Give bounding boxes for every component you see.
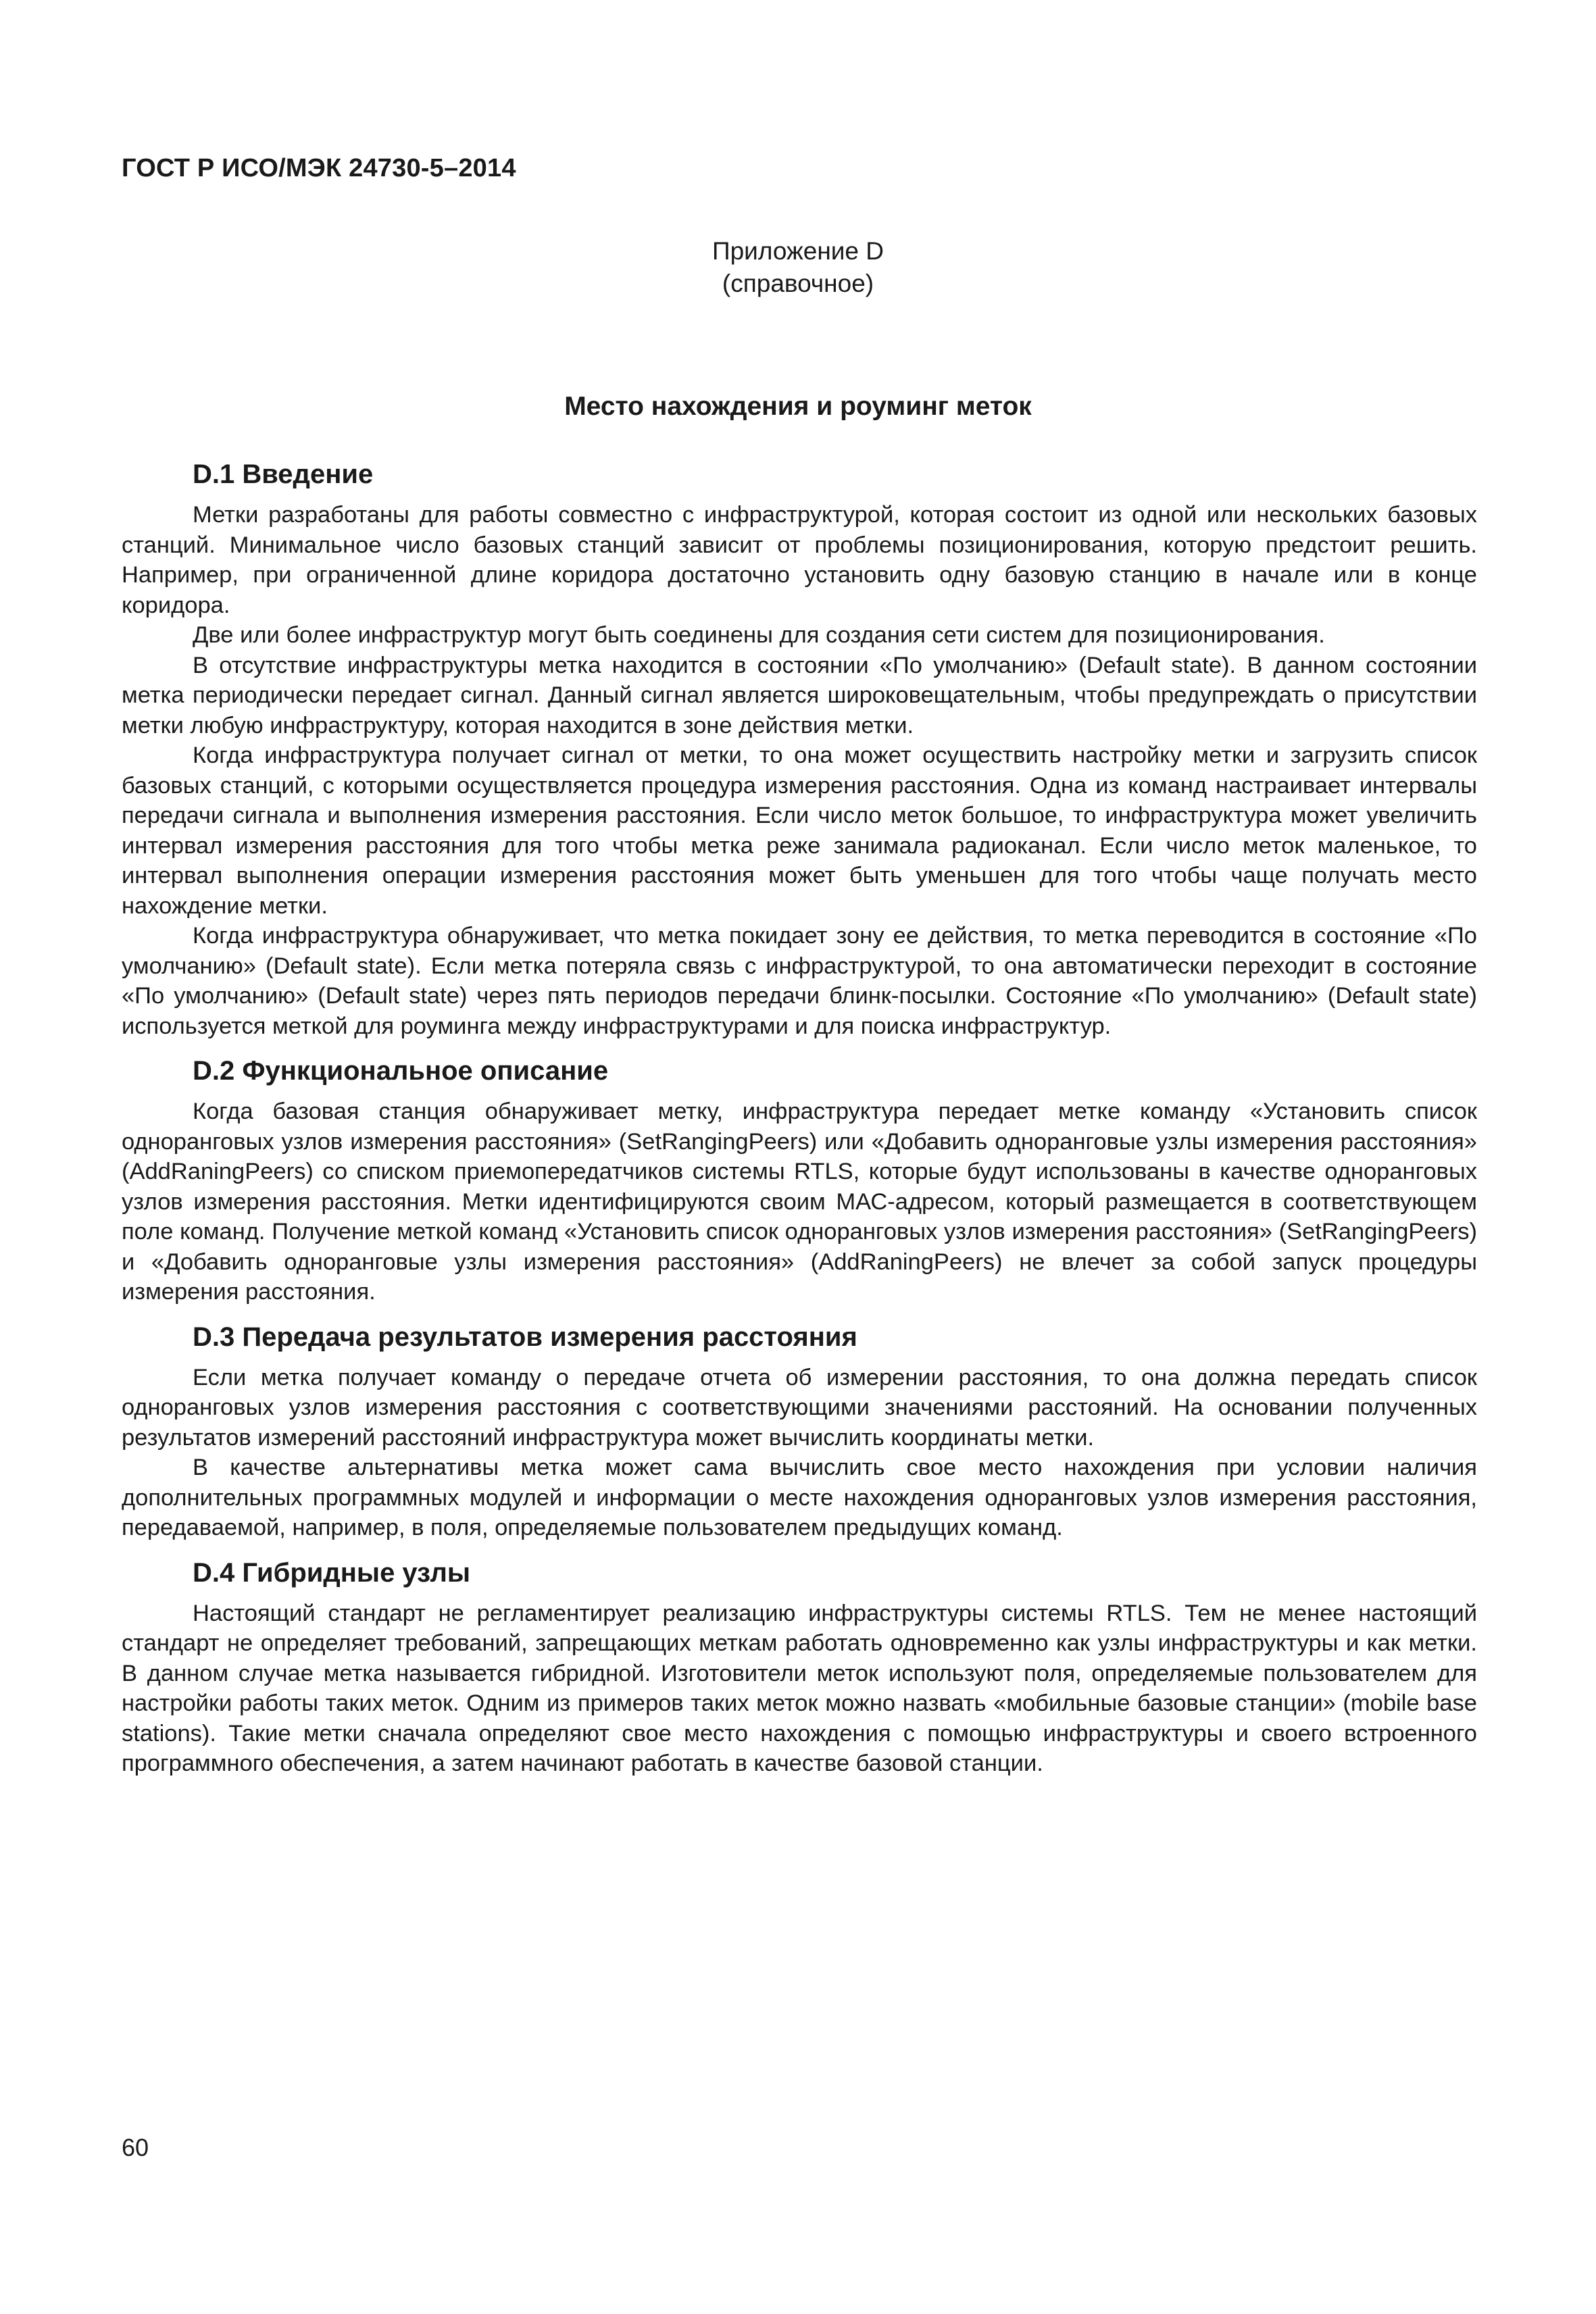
- section-d3: [122, 1317, 1477, 1543]
- section-heading: D.3 Передача результатов измерения расстояния: [193, 1322, 857, 1352]
- paragraph: Когда базовая станция обнаруживает метку, инфраструктура передает метке команду «Установить список одноранговых узлов измерения расстояния» (SetRangingPeers) или «Добавить одноранговые узлы измерения расстояния» (AddRaningPeers) со списком приемопередатчиков системы RTLS, которые будут использованы в качестве одноранговых узлов измерения расстояния. Метки идентифицируются своим МАС-адресом, который размещается в соответствующем поле команд. Получение меткой команд «Установить список одноранговых узлов измерения расстояния» (SetRangingPeers) и «Добавить одноранговые узлы измерения расстояния» (AddRaningPeers) не влечет за собой запуск процедуры измерения расстояния.: [122, 1099, 1477, 1305]
- document-header: ГОСТ Р ИСО/МЭК 24730-5–2014: [122, 154, 516, 182]
- section-d2: [122, 1051, 1477, 1307]
- section-heading: D.4 Гибридные узлы: [193, 1557, 471, 1588]
- page-title: Место нахождения и роуминг меток: [564, 392, 1032, 421]
- paragraph: Метки разработаны для работы совместно с инфраструктурой, которая состоит из одной или нескольких базовых станций. Минимальное число базовых станций зависит от проблемы позиционирования, которую предстоит решить. Например, при ограниченной длине коридора достаточно установить одну базовую станцию в начале или в конце коридора.: [122, 502, 1477, 618]
- paragraph: Когда инфраструктура обнаруживает, что метка покидает зону ее действия, то метка переводится в состояние «По умолчанию» (Default state). Если метка потеряла связь с инфраструктурой, то она автоматически переходит в состояние «По умолчанию» (Default state) через пять периодов передачи блинк-посылки. Состояние «По умолчанию» (Default state) используется меткой для роуминга между инфраструктурами и для поиска инфраструктур.: [122, 923, 1477, 1039]
- paragraph: В качестве альтернативы метка может сама вычислить свое место нахождения при условии наличия дополнительных программных модулей и информации о месте нахождения одноранговых узлов измерения расстояния, передаваемой, например, в поля, определяемые пользователем предыдущих команд.: [122, 1455, 1477, 1540]
- paragraph: Две или более инфраструктур могут быть соединены для создания сети систем для позиционирования.: [193, 622, 1325, 648]
- annex-label: Приложение D: [712, 237, 884, 265]
- annex-type: (справочное): [722, 270, 874, 297]
- page-number: 60: [122, 2134, 149, 2161]
- section-heading: D.2 Функциональное описание: [193, 1056, 609, 1086]
- section-heading: D.1 Введение: [193, 459, 374, 489]
- paragraph: Когда инфраструктура получает сигнал от метки, то она может осуществить настройку метки и загрузить список базовых станций, с которыми осуществляется процедура измерения расстояния. Одна из команд настраивает интервалы передачи сигнала и выполнения измерения расстояния. Если число меток большое, то инфраструктура может увеличить интервал измерения расстояния для того чтобы метка реже занимала радиоканал. Если число меток маленькое, то интервал выполнения операции измерения расстояния может быть уменьшен для того чтобы чаще получать место нахождение метки.: [122, 743, 1477, 919]
- annex-heading: [0, 235, 1596, 300]
- section-d1: [122, 454, 1477, 1041]
- section-d4: [122, 1553, 1477, 1779]
- document-body: [122, 454, 1477, 1784]
- paragraph: Настоящий стандарт не регламентирует реализацию инфраструктуры системы RTLS. Тем не менее настоящий стандарт не определяет требований, запрещающих меткам работать одновременно как узлы инфраструктуры и как метки. В данном случае метка называется гибридной. Изготовители меток используют поля, определяемые пользователем для настройки работы таких меток. Одним из примеров таких меток можно назвать «мобильные базовые станции» (mobile base stations). Такие метки сначала определяют свое место нахождения с помощью инфраструктуры и своего встроенного программного обеспечения, а затем начинают работать в качестве базовой станции.: [122, 1600, 1477, 1776]
- paragraph: Если метка получает команду о передаче отчета об измерении расстояния, то она должна передать список одноранговых узлов измерения расстояния с соответствующими значениями расстояний. На основании полученных результатов измерений расстояний инфраструктура может вычислить координаты метки.: [122, 1364, 1477, 1451]
- paragraph: В отсутствие инфраструктуры метка находится в состоянии «По умолчанию» (Default state). В данном состоянии метка периодически передает сигнал. Данный сигнал является широковещательным, чтобы предупреждать о присутствии метки любую инфраструктуру, которая находится в зоне действия метки.: [122, 652, 1477, 738]
